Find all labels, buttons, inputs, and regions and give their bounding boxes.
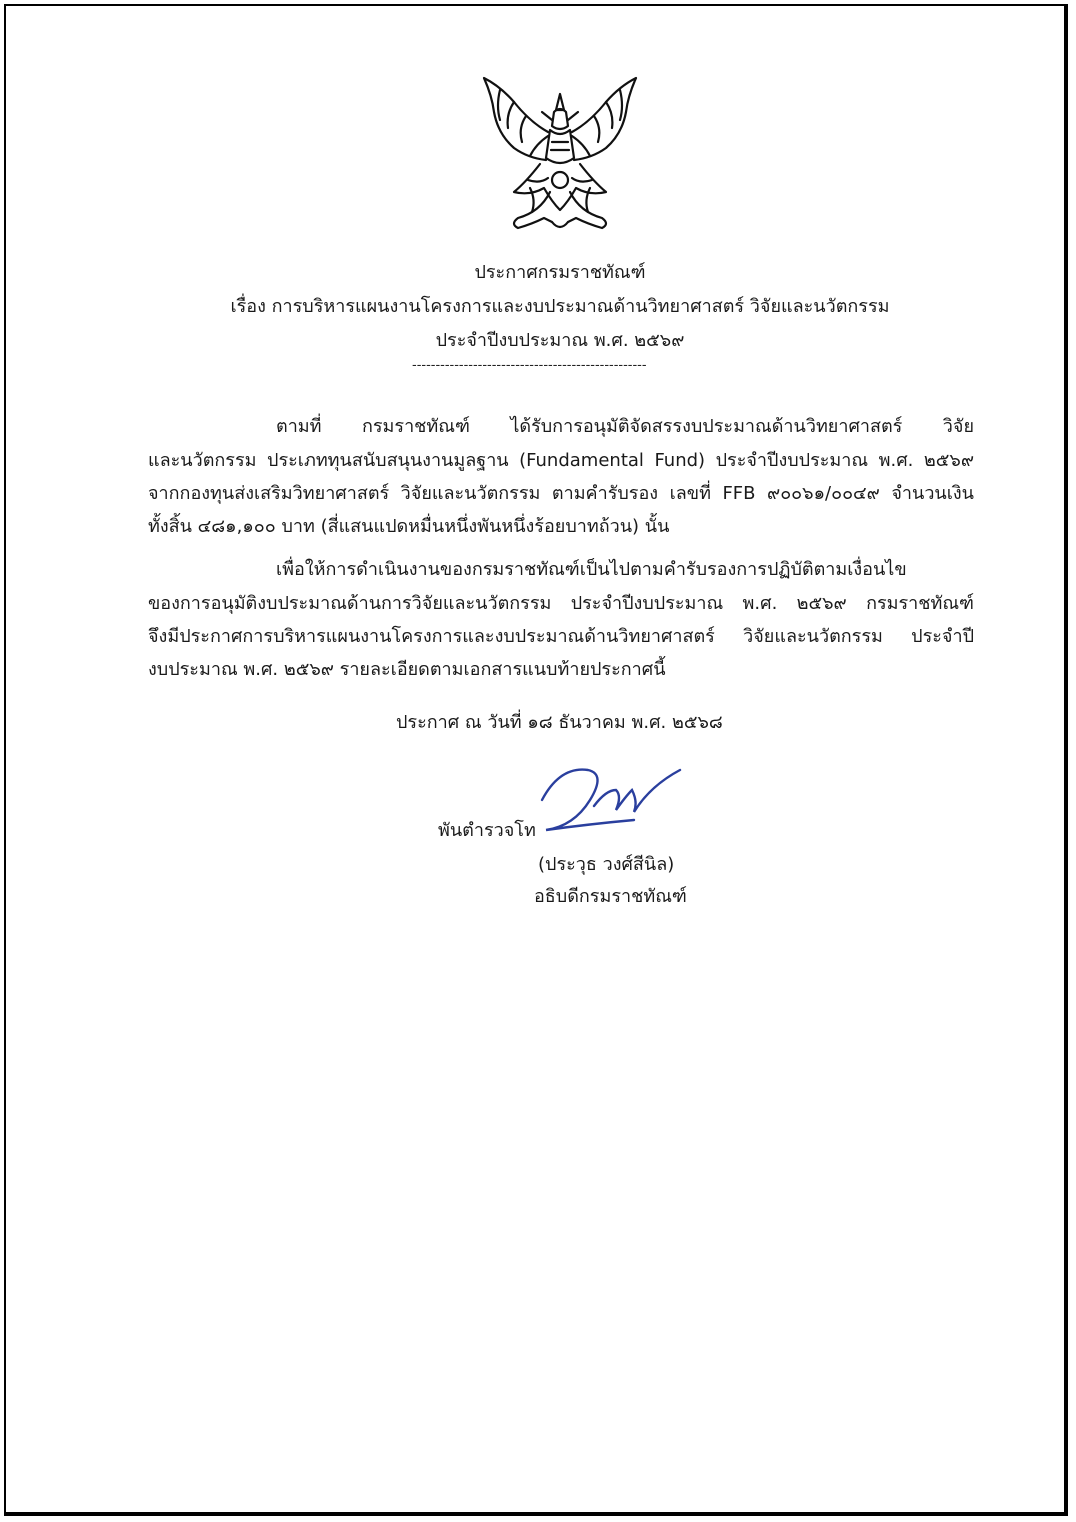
paragraph2-line: เพื่อให้การดำเนินงานของกรมราชทัณฑ์เป็นไปตามคำรับรองการปฏิบัติตามเงื่อนไข bbox=[276, 559, 907, 580]
heading-separator: -------------------------------------------------- bbox=[412, 358, 647, 373]
paragraph1-line: และนวัตกรรม ประเภททุนสนับสนุนงานมูลฐาน (Fundamental Fund) ประจำปีงบประมาณ พ.ศ. ๒๕๖๙ bbox=[148, 450, 974, 471]
announcement-fiscal-year: ประจำปีงบประมาณ พ.ศ. ๒๕๖๙ bbox=[435, 330, 685, 351]
announcement-subject: เรื่อง การบริหารแผนงานโครงการและงบประมาณด้านวิทยาศาสตร์ วิจัยและนวัตกรรม bbox=[230, 296, 890, 317]
signer-rank: พันตำรวจโท bbox=[438, 820, 536, 841]
paragraph1-line: จากกองทุนส่งเสริมวิทยาศาสตร์ วิจัยและนวัตกรรม ตามคำรับรอง เลขที่ FFB ๙๐๐๖๑/๐๐๔๙ จำนวนเงิน bbox=[148, 483, 974, 504]
paragraph1-line: ทั้งสิ้น ๔๘๑,๑๐๐ บาท (สี่แสนแปดหมื่นหนึ่งพันหนึ่งร้อยบาทถ้วน) นั้น bbox=[148, 516, 670, 537]
garuda-emblem-icon bbox=[470, 72, 650, 252]
paragraph2-line: งบประมาณ พ.ศ. ๒๕๖๙ รายละเอียดตามเอกสารแนบท้ายประกาศนี้ bbox=[148, 659, 666, 680]
signer-name: (ประวุธ วงศ์สีนิล) bbox=[538, 854, 675, 875]
signer-title: อธิบดีกรมราชทัณฑ์ bbox=[534, 886, 687, 907]
paragraph2-line: จึงมีประกาศการบริหารแผนงานโครงการและงบประมาณด้านวิทยาศาสตร์ วิจัยและนวัตกรรม ประจำปี bbox=[148, 626, 974, 647]
paragraph2-line: ของการอนุมัติงบประมาณด้านการวิจัยและนวัตกรรม ประจำปีงบประมาณ พ.ศ. ๒๕๖๙ กรมราชทัณฑ์ bbox=[148, 593, 974, 614]
announcement-issuer: ประกาศกรมราชทัณฑ์ bbox=[474, 262, 646, 283]
announcement-date: ประกาศ ณ วันที่ ๑๘ ธันวาคม พ.ศ. ๒๕๖๘ bbox=[396, 712, 723, 733]
paragraph1-line: ตามที่ กรมราชทัณฑ์ ได้รับการอนุมัติจัดสรรงบประมาณด้านวิทยาศาสตร์ วิจัย bbox=[276, 416, 974, 437]
handwritten-signature bbox=[530, 760, 690, 840]
